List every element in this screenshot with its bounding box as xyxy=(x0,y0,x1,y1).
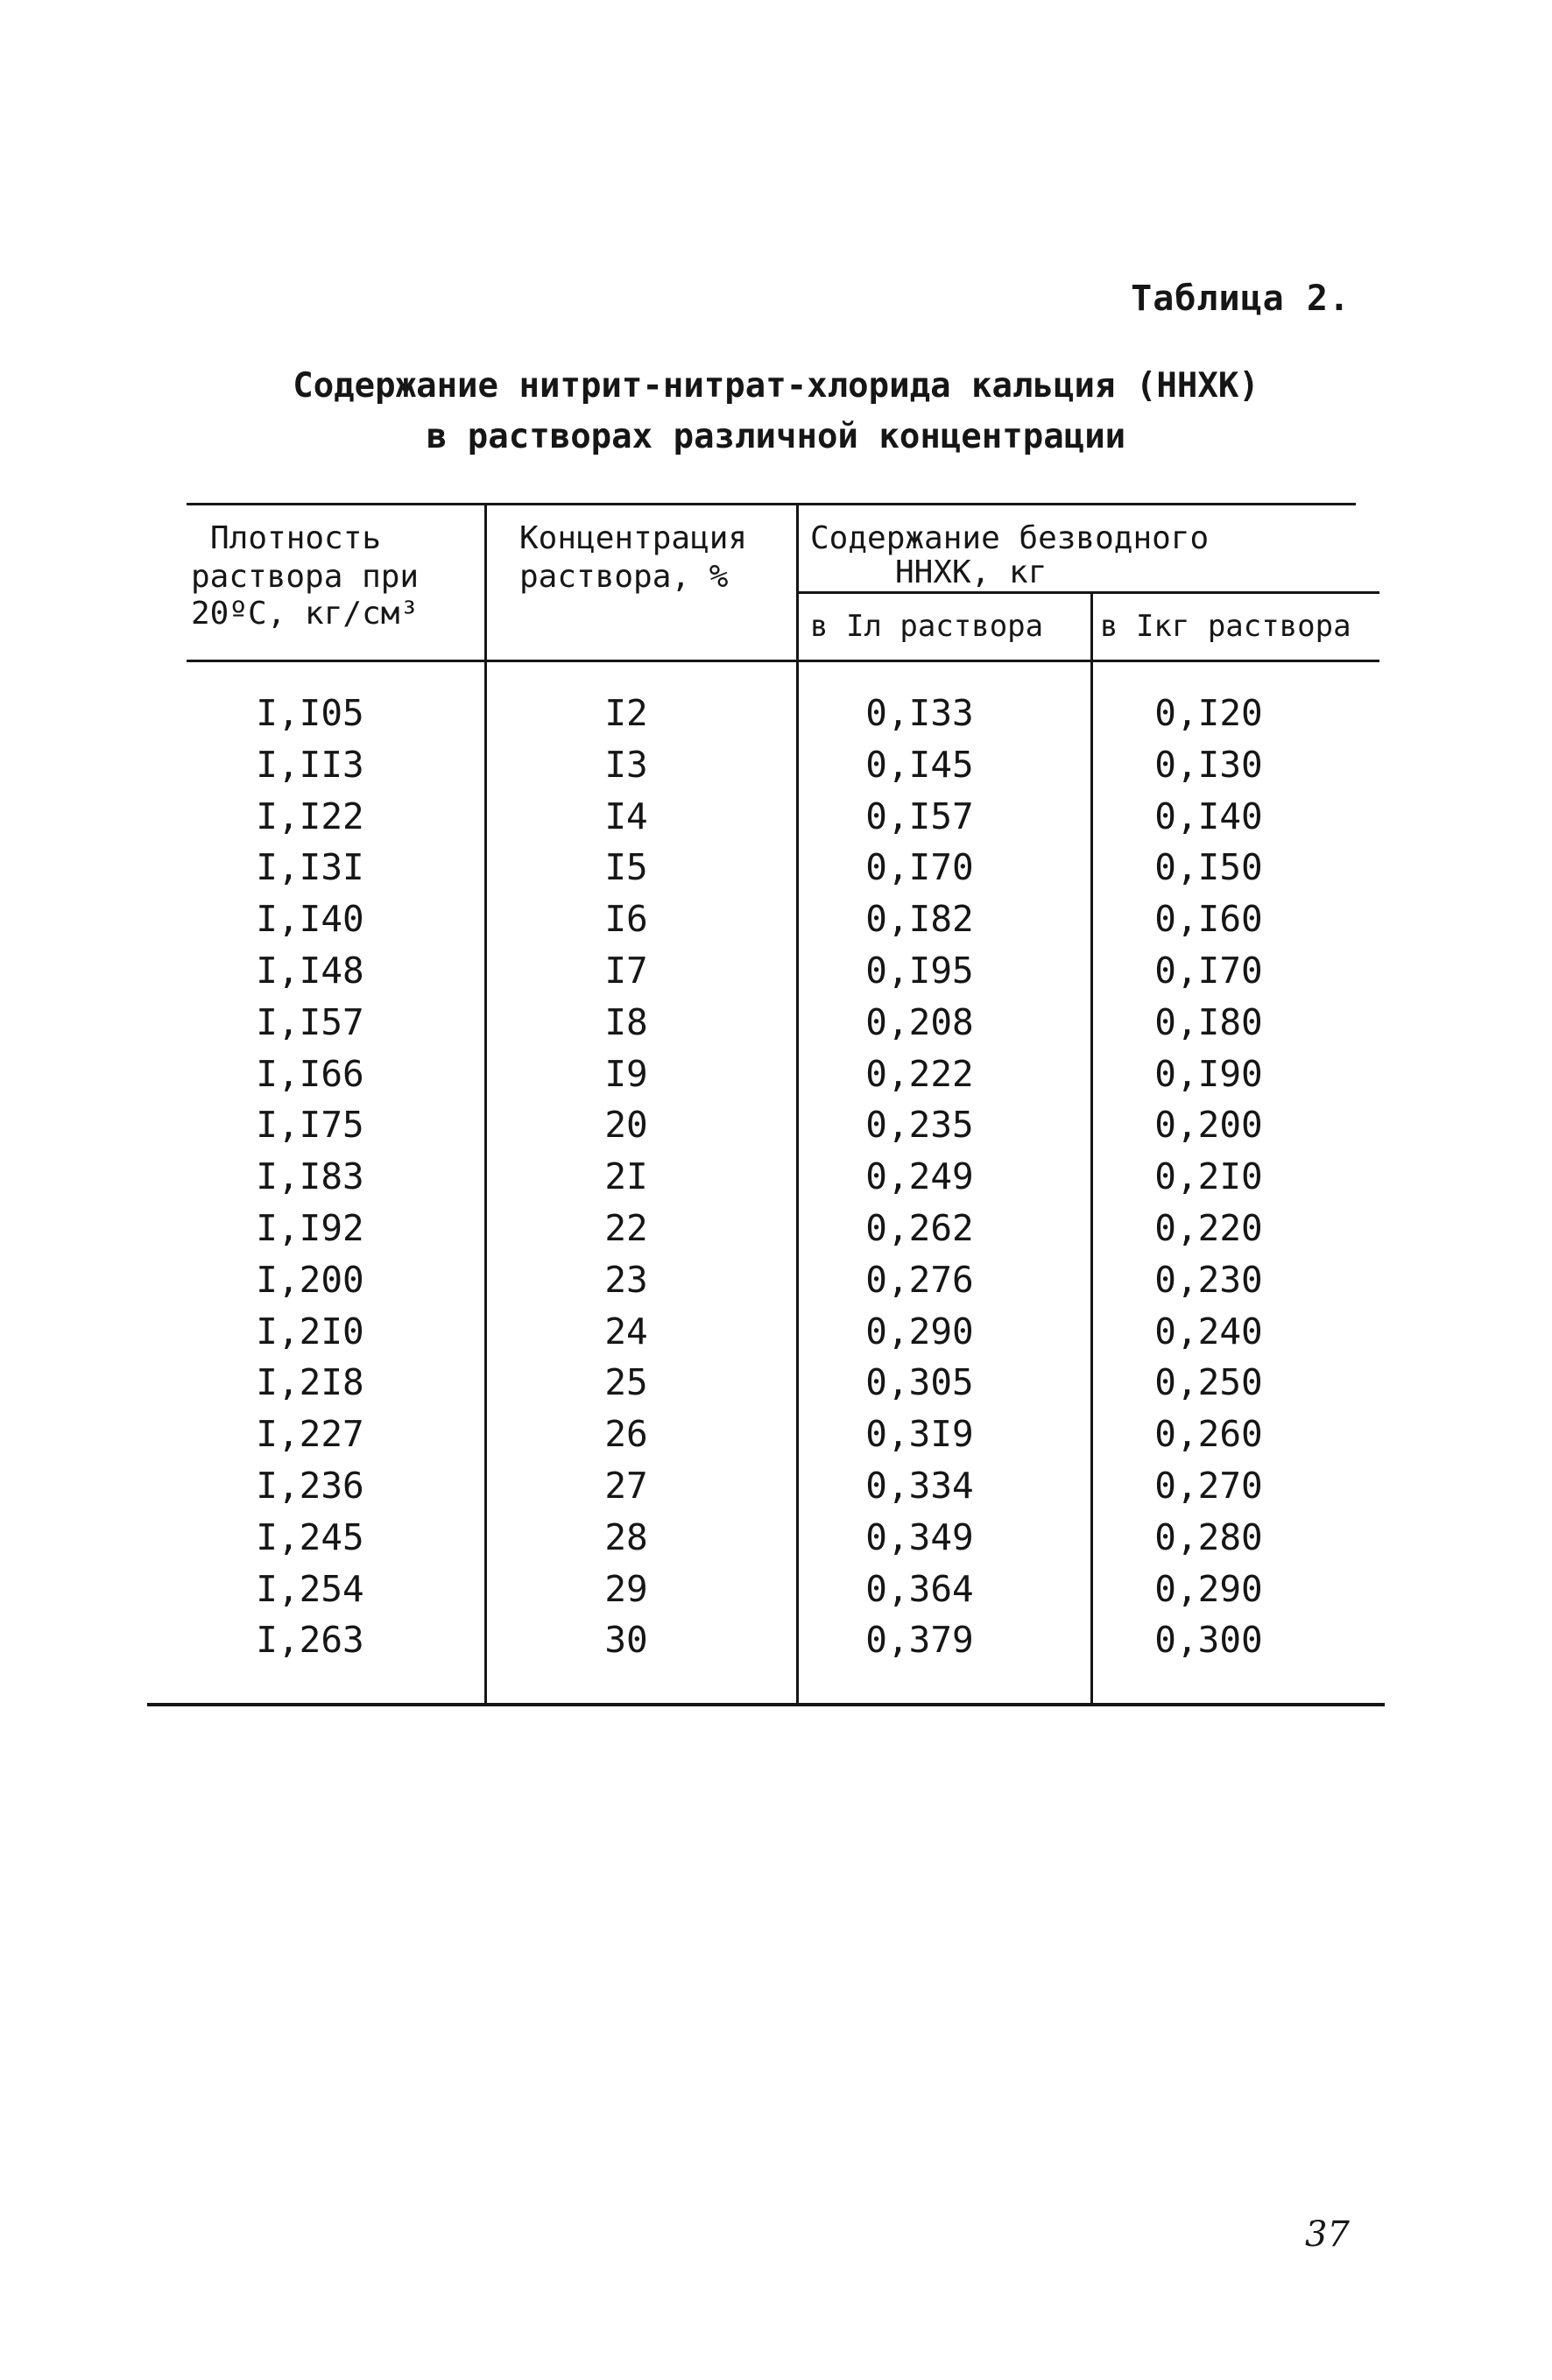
density-cell: I,2I8 xyxy=(256,1361,364,1404)
concentration-cell: 28 xyxy=(604,1515,648,1558)
density-cell: I,I3I xyxy=(256,846,364,889)
concentration-cell: 26 xyxy=(604,1413,648,1456)
concentration-cell: 20 xyxy=(604,1104,648,1147)
concentration-cell: 2I xyxy=(604,1155,648,1198)
per-liter-cell: 0,262 xyxy=(865,1206,974,1249)
per-kg-cell: 0,250 xyxy=(1154,1361,1263,1404)
per-liter-cell: 0,208 xyxy=(865,1000,974,1043)
concentration-cell: 30 xyxy=(604,1619,648,1662)
per-kg-cell: 0,I70 xyxy=(1154,949,1263,992)
concentration-cell: I5 xyxy=(604,846,648,889)
per-kg-cell: 0,I30 xyxy=(1154,743,1263,786)
per-liter-cell: 0,I33 xyxy=(865,692,974,734)
density-cell: I,200 xyxy=(256,1258,364,1301)
per-kg-cell: 0,I40 xyxy=(1154,795,1263,837)
per-kg-cell: 0,I80 xyxy=(1154,1000,1263,1043)
concentration-cell: I7 xyxy=(604,949,648,992)
header-subdivider-rule xyxy=(797,591,1379,594)
per-liter-cell: 0,I45 xyxy=(865,743,974,786)
header-bottom-rule xyxy=(187,660,1379,662)
per-liter-cell: 0,290 xyxy=(865,1310,974,1352)
per-liter-cell: 0,222 xyxy=(865,1052,974,1095)
header-content-line-2: ННХК, кг xyxy=(895,554,1048,590)
per-liter-cell: 0,3I9 xyxy=(865,1413,974,1456)
density-cell: I,II3 xyxy=(256,743,364,786)
per-liter-cell: 0,235 xyxy=(865,1104,974,1147)
caption-line-1: Содержание нитрит-нитрат-хлорида кальция (ННХК) xyxy=(293,366,1259,406)
per-liter-cell: 0,249 xyxy=(865,1155,974,1198)
concentration-cell: 24 xyxy=(604,1310,648,1352)
per-kg-cell: 0,300 xyxy=(1154,1619,1263,1662)
per-kg-cell: 0,230 xyxy=(1154,1258,1263,1301)
column-per-liter xyxy=(845,688,994,1666)
table-caption xyxy=(0,361,1552,463)
density-cell: I,I05 xyxy=(256,692,364,734)
per-kg-cell: 0,200 xyxy=(1154,1104,1263,1147)
per-kg-cell: 0,260 xyxy=(1154,1413,1263,1456)
density-cell: I,I22 xyxy=(256,795,364,837)
concentration-cell: I4 xyxy=(604,795,648,837)
density-cell: I,245 xyxy=(256,1515,364,1558)
concentration-cell: 27 xyxy=(604,1464,648,1507)
table-bottom-rule xyxy=(147,1703,1385,1706)
header-concentration-line-1: Концентрация xyxy=(519,520,748,556)
page-number: 37 xyxy=(1305,2214,1350,2255)
column-divider-1 xyxy=(484,504,487,1704)
density-cell: I,I48 xyxy=(256,949,364,992)
density-cell: I,2I0 xyxy=(256,1310,364,1352)
header-density-line-2: раствора при xyxy=(191,559,420,595)
density-cell: I,254 xyxy=(256,1567,364,1610)
per-liter-cell: 0,334 xyxy=(865,1464,974,1507)
per-kg-cell: 0,I90 xyxy=(1154,1052,1263,1095)
per-kg-cell: 0,270 xyxy=(1154,1464,1263,1507)
density-cell: I,I92 xyxy=(256,1206,364,1249)
header-per-liter: в Iл раствора xyxy=(810,609,1044,644)
per-kg-cell: 0,I20 xyxy=(1154,692,1263,734)
per-liter-cell: 0,I57 xyxy=(865,795,974,837)
table-number-label: Таблица 2. xyxy=(1131,279,1351,319)
density-cell: I,227 xyxy=(256,1413,364,1456)
per-kg-cell: 0,I60 xyxy=(1154,898,1263,941)
per-liter-cell: 0,305 xyxy=(865,1361,974,1404)
per-kg-cell: 0,220 xyxy=(1154,1206,1263,1249)
concentration-cell: I9 xyxy=(604,1052,648,1095)
per-kg-cell: 0,290 xyxy=(1154,1567,1263,1610)
density-cell: I,I75 xyxy=(256,1104,364,1147)
per-liter-cell: 0,276 xyxy=(865,1258,974,1301)
concentration-cell: I3 xyxy=(604,743,648,786)
header-content-line-1: Содержание безводного xyxy=(810,520,1210,556)
header-per-kg: в Iкг раствора xyxy=(1100,609,1351,644)
concentration-cell: I8 xyxy=(604,1000,648,1043)
per-kg-cell: 0,240 xyxy=(1154,1310,1263,1352)
column-concentration xyxy=(574,688,679,1666)
concentration-cell: 25 xyxy=(604,1361,648,1404)
table-top-rule xyxy=(187,503,1356,505)
per-liter-cell: 0,I70 xyxy=(865,846,974,889)
per-kg-cell: 0,I50 xyxy=(1154,846,1263,889)
column-per-kg xyxy=(1134,688,1283,1666)
concentration-cell: I2 xyxy=(604,692,648,734)
density-cell: I,236 xyxy=(256,1464,364,1507)
per-kg-cell: 0,280 xyxy=(1154,1515,1263,1558)
concentration-cell: 23 xyxy=(604,1258,648,1301)
column-divider-3 xyxy=(1090,592,1093,1704)
header-concentration-line-2: раствора, % xyxy=(519,559,729,595)
column-density xyxy=(222,688,398,1666)
per-kg-cell: 0,2I0 xyxy=(1154,1155,1263,1198)
concentration-cell: I6 xyxy=(604,898,648,941)
per-liter-cell: 0,364 xyxy=(865,1567,974,1610)
column-divider-2 xyxy=(796,504,799,1704)
per-liter-cell: 0,I82 xyxy=(865,898,974,941)
density-cell: I,I40 xyxy=(256,898,364,941)
density-cell: I,I57 xyxy=(256,1000,364,1043)
density-cell: I,I83 xyxy=(256,1155,364,1198)
per-liter-cell: 0,349 xyxy=(865,1515,974,1558)
concentration-cell: 22 xyxy=(604,1206,648,1249)
density-cell: I,263 xyxy=(256,1619,364,1662)
header-density-line-1: Плотность xyxy=(210,520,382,556)
header-density-line-3: 20ºС, кг/см³ xyxy=(191,596,420,632)
per-liter-cell: 0,379 xyxy=(865,1619,974,1662)
concentration-cell: 29 xyxy=(604,1567,648,1610)
caption-line-2: в растворах различной концентрации xyxy=(426,417,1126,456)
per-liter-cell: 0,I95 xyxy=(865,949,974,992)
density-cell: I,I66 xyxy=(256,1052,364,1095)
